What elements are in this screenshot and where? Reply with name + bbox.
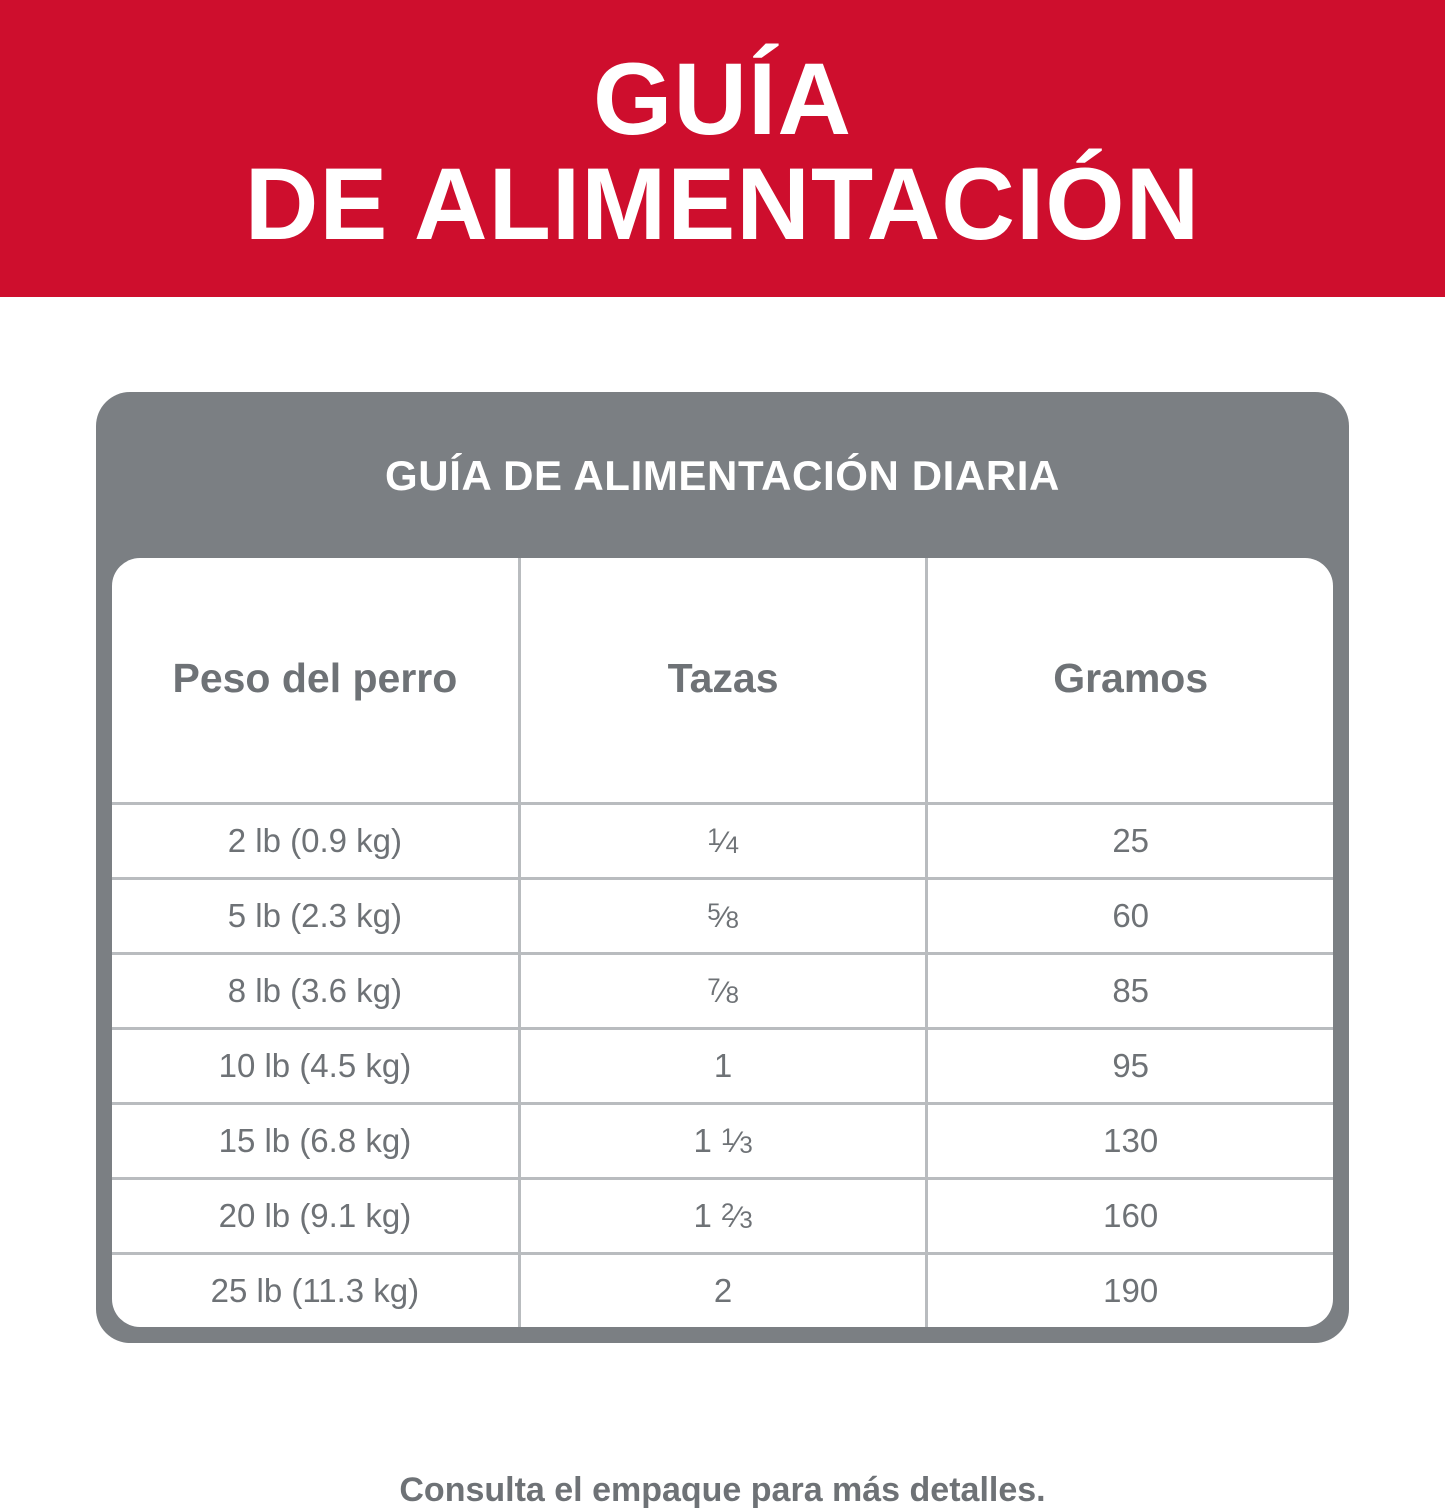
feeding-table-shell: [112, 558, 1333, 1327]
cell-cups: 2: [519, 1254, 927, 1328]
cell-grams: 190: [1103, 1272, 1159, 1309]
table-row: [112, 879, 1333, 954]
cell-grams: 130: [927, 1104, 1333, 1179]
table-header: [112, 558, 1333, 804]
banner-title-line-2: DE ALIMENTACIÓN: [244, 146, 1201, 261]
card-title: GUÍA DE ALIMENTACIÓN DIARIA: [385, 452, 1060, 499]
cell-grams: 25: [927, 804, 1333, 879]
column-header-cups: Tazas: [519, 558, 927, 804]
table-row: [112, 1104, 1333, 1179]
cell-dog-weight: 20 lb (9.1 kg): [112, 1179, 519, 1254]
card-container: [0, 297, 1445, 1343]
cell-cups: $^5⁄_8$: [519, 879, 927, 954]
table-row: [112, 954, 1333, 1029]
cell-dog-weight: 2 lb (0.9 kg): [112, 804, 519, 879]
feeding-table: [112, 558, 1333, 1327]
cell-dog-weight: 15 lb (6.8 kg): [112, 1104, 519, 1179]
cell-cups: 1 $^2⁄_3$: [519, 1179, 927, 1254]
column-header-weight: Peso del perro: [112, 558, 519, 804]
banner-title-line-1: GUÍA: [593, 42, 852, 157]
feeding-card: [96, 392, 1349, 1343]
cell-dog-weight: 8 lb (3.6 kg): [112, 954, 519, 1029]
header-banner: [0, 0, 1445, 297]
cell-grams: 95: [927, 1029, 1333, 1104]
column-header-grams: Gramos: [927, 558, 1333, 804]
cell-grams: 160: [927, 1179, 1333, 1254]
cell-grams: 85: [927, 954, 1333, 1029]
cell-cups: $^1⁄_4$: [519, 804, 927, 879]
table-body: [112, 804, 1333, 1328]
cell-cups: 1: [519, 1029, 927, 1104]
footer-note: Consulta el empaque para más detalles.: [399, 1471, 1046, 1509]
table-row: [112, 1254, 1333, 1328]
cell-grams: 60: [927, 879, 1333, 954]
table-row: [112, 804, 1333, 879]
cell-dog-weight: 10 lb (4.5 kg): [112, 1029, 519, 1104]
cell-cups: $^7⁄_8$: [519, 954, 927, 1029]
table-header-row: [112, 558, 1333, 804]
cell-dog-weight: 5 lb (2.3 kg): [112, 879, 519, 954]
cell-dog-weight: 25 lb (11.3 kg): [112, 1254, 519, 1328]
table-row: [112, 1179, 1333, 1254]
table-row: [112, 1029, 1333, 1104]
cell-cups: 1 $^1⁄_3$: [519, 1104, 927, 1179]
